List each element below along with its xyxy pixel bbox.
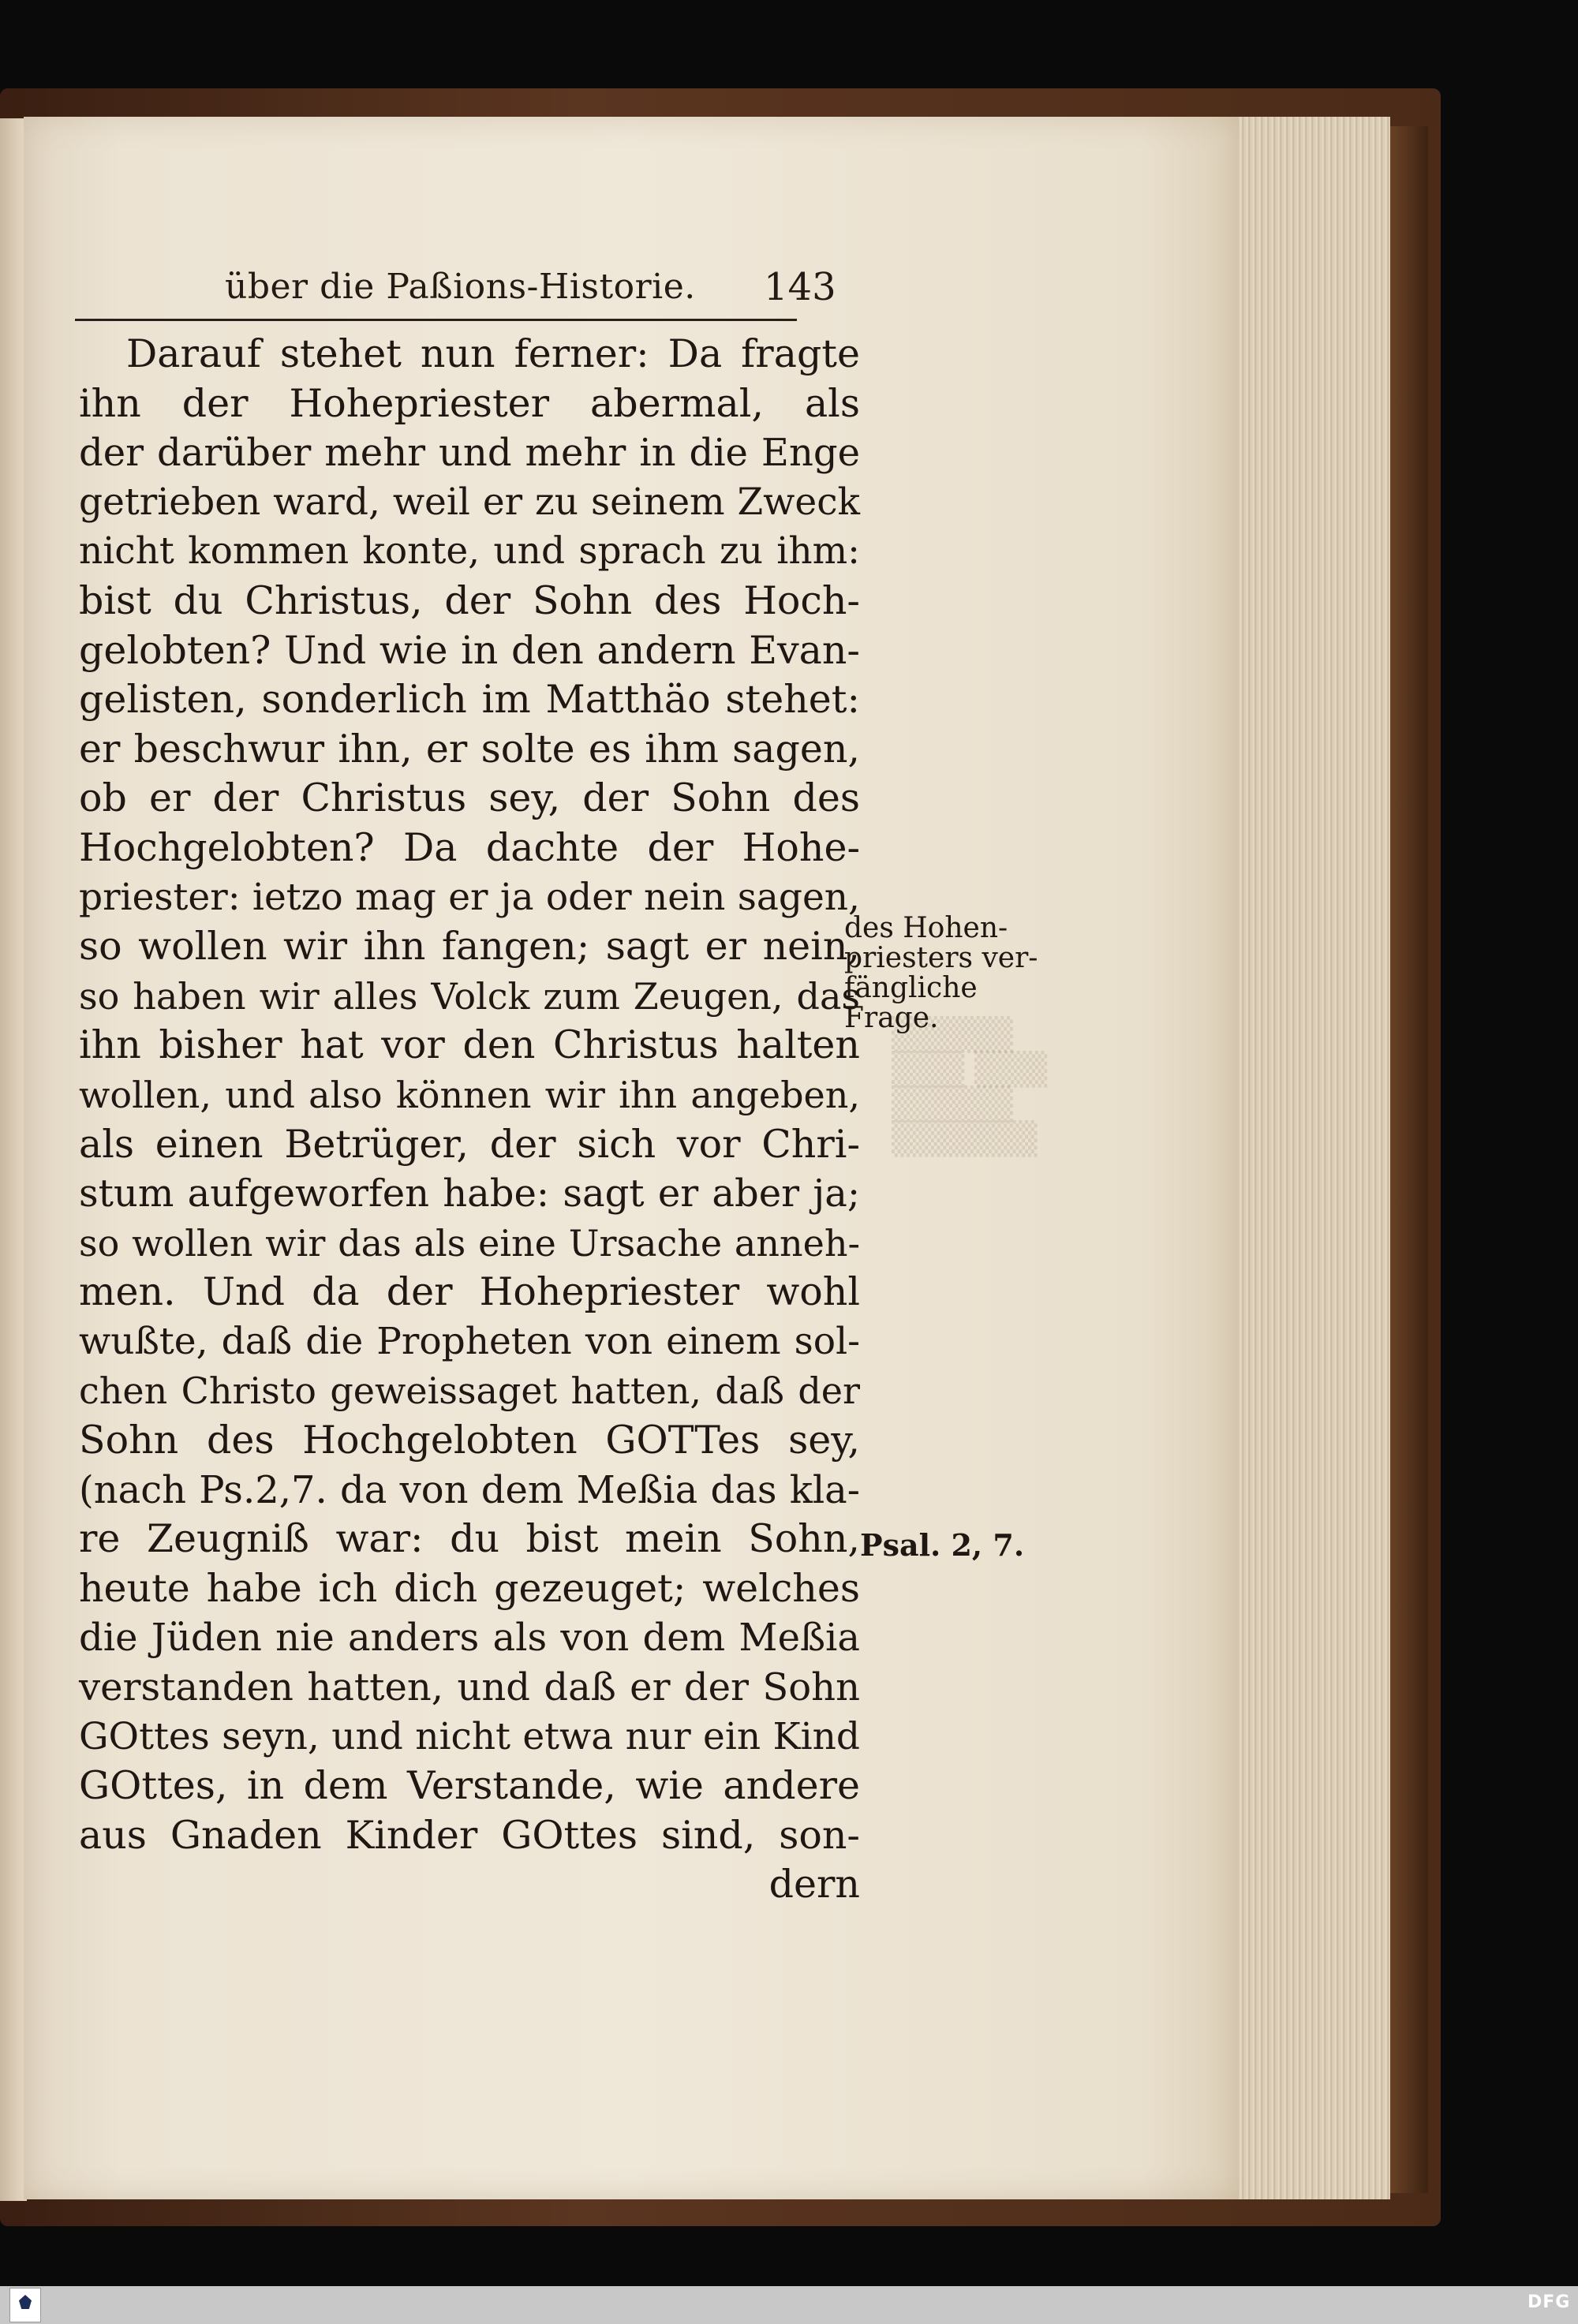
text-line: heute habe ich dich gezeuget; welches — [79, 1565, 860, 1611]
text-line: men. Und da der Hohepriester wohl — [79, 1269, 860, 1315]
main-text-block — [79, 330, 860, 1910]
text-line: als einen Betrüger, der sich vor Chri- — [79, 1121, 860, 1167]
text-line: nicht kommen konte, und sprach zu ihm: — [79, 529, 860, 574]
text-line: der darüber mehr und mehr in die Enge — [79, 431, 860, 476]
text-line: wollen, und also können wir ihn angeben, — [79, 1073, 860, 1116]
catchword: dern — [768, 1862, 860, 1907]
text-line: verstanden hatten, und daß er der Sohn — [79, 1665, 860, 1710]
text-line: re Zeugniß war: du bist mein Sohn, — [79, 1516, 860, 1562]
text-line: GOttes, in dem Verstande, wie andere — [79, 1763, 860, 1809]
text-line: so wollen wir das als eine Ursache anneh- — [79, 1221, 860, 1265]
text-line: Hochgelobten? Da dachte der Hohe- — [79, 824, 860, 870]
text-line: chen Christo geweissaget hatten, daß der — [79, 1369, 860, 1413]
text-line: gelisten, sonderlich im Matthäo stehet: — [79, 677, 860, 723]
page-number: 143 — [764, 265, 836, 309]
margin-note-line: Frage. — [844, 1002, 939, 1034]
footer-brand: DFG — [1528, 2292, 1571, 2312]
text-line: ob er der Christus sey, der Sohn des — [79, 775, 860, 821]
text-line: aus Gnaden Kinder GOttes sind, son- — [79, 1812, 860, 1858]
header-rule — [75, 319, 797, 321]
text-line: getrieben ward, weil er zu seinem Zweck — [79, 480, 860, 524]
text-line: Sohn des Hochgelobten GOTTes sey, — [79, 1418, 860, 1463]
text-line: priester: ietzo mag er ja oder nein sagen, — [79, 875, 860, 919]
text-line: Darauf stehet nun ferner: Da fragte — [126, 331, 860, 376]
text-line: ihn bisher hat vor den Christus halten — [79, 1022, 860, 1068]
left-page-edge — [0, 118, 27, 2201]
text-line: gelobten? Und wie in den andern Evan- — [79, 627, 860, 673]
text-line: ihn der Hohepriester abermal, als — [79, 380, 860, 426]
text-line: er beschwur ihn, er solte es ihm sagen, — [79, 726, 860, 772]
margin-note-line: priesters ver- — [844, 942, 1038, 974]
running-title: über die Paßions-Historie. — [225, 267, 696, 307]
text-line: GOttes seyn, und nicht etwa nur ein Kind — [79, 1714, 860, 1758]
text-line: so haben wir alles Volck zum Zeugen, das — [79, 974, 860, 1018]
margin-note-line: des Hohen- — [844, 912, 1008, 944]
margin-note — [844, 914, 1073, 1033]
text-line: (nach Ps.2,7. da von dem Meßia das kla- — [79, 1467, 860, 1512]
book-binding — [1389, 126, 1428, 2193]
text-line: so wollen wir ihn fangen; sagt er nein, — [79, 924, 860, 970]
margin-note-line: fängliche — [844, 972, 978, 1004]
text-line: bist du Christus, der Sohn des Hoch- — [79, 577, 860, 623]
library-logo-icon — [9, 2288, 41, 2322]
text-line: die Jüden nie anders als von dem Meßia — [79, 1616, 860, 1661]
viewer-footer-bar — [0, 2286, 1578, 2324]
text-line: wußte, daß die Propheten von einem sol- — [79, 1319, 860, 1363]
page-block-edge — [1231, 117, 1390, 2199]
margin-reference: Psal. 2, 7. — [860, 1527, 1025, 1563]
show-through-text: ▒▒▒▒▒ ▒▒▒ ▒▒▒ ▒▒▒▒▒ ▒▒▒▒▒▒ — [892, 1017, 1048, 1157]
text-line: stum aufgeworfen habe: sagt er aber ja; — [79, 1171, 860, 1216]
